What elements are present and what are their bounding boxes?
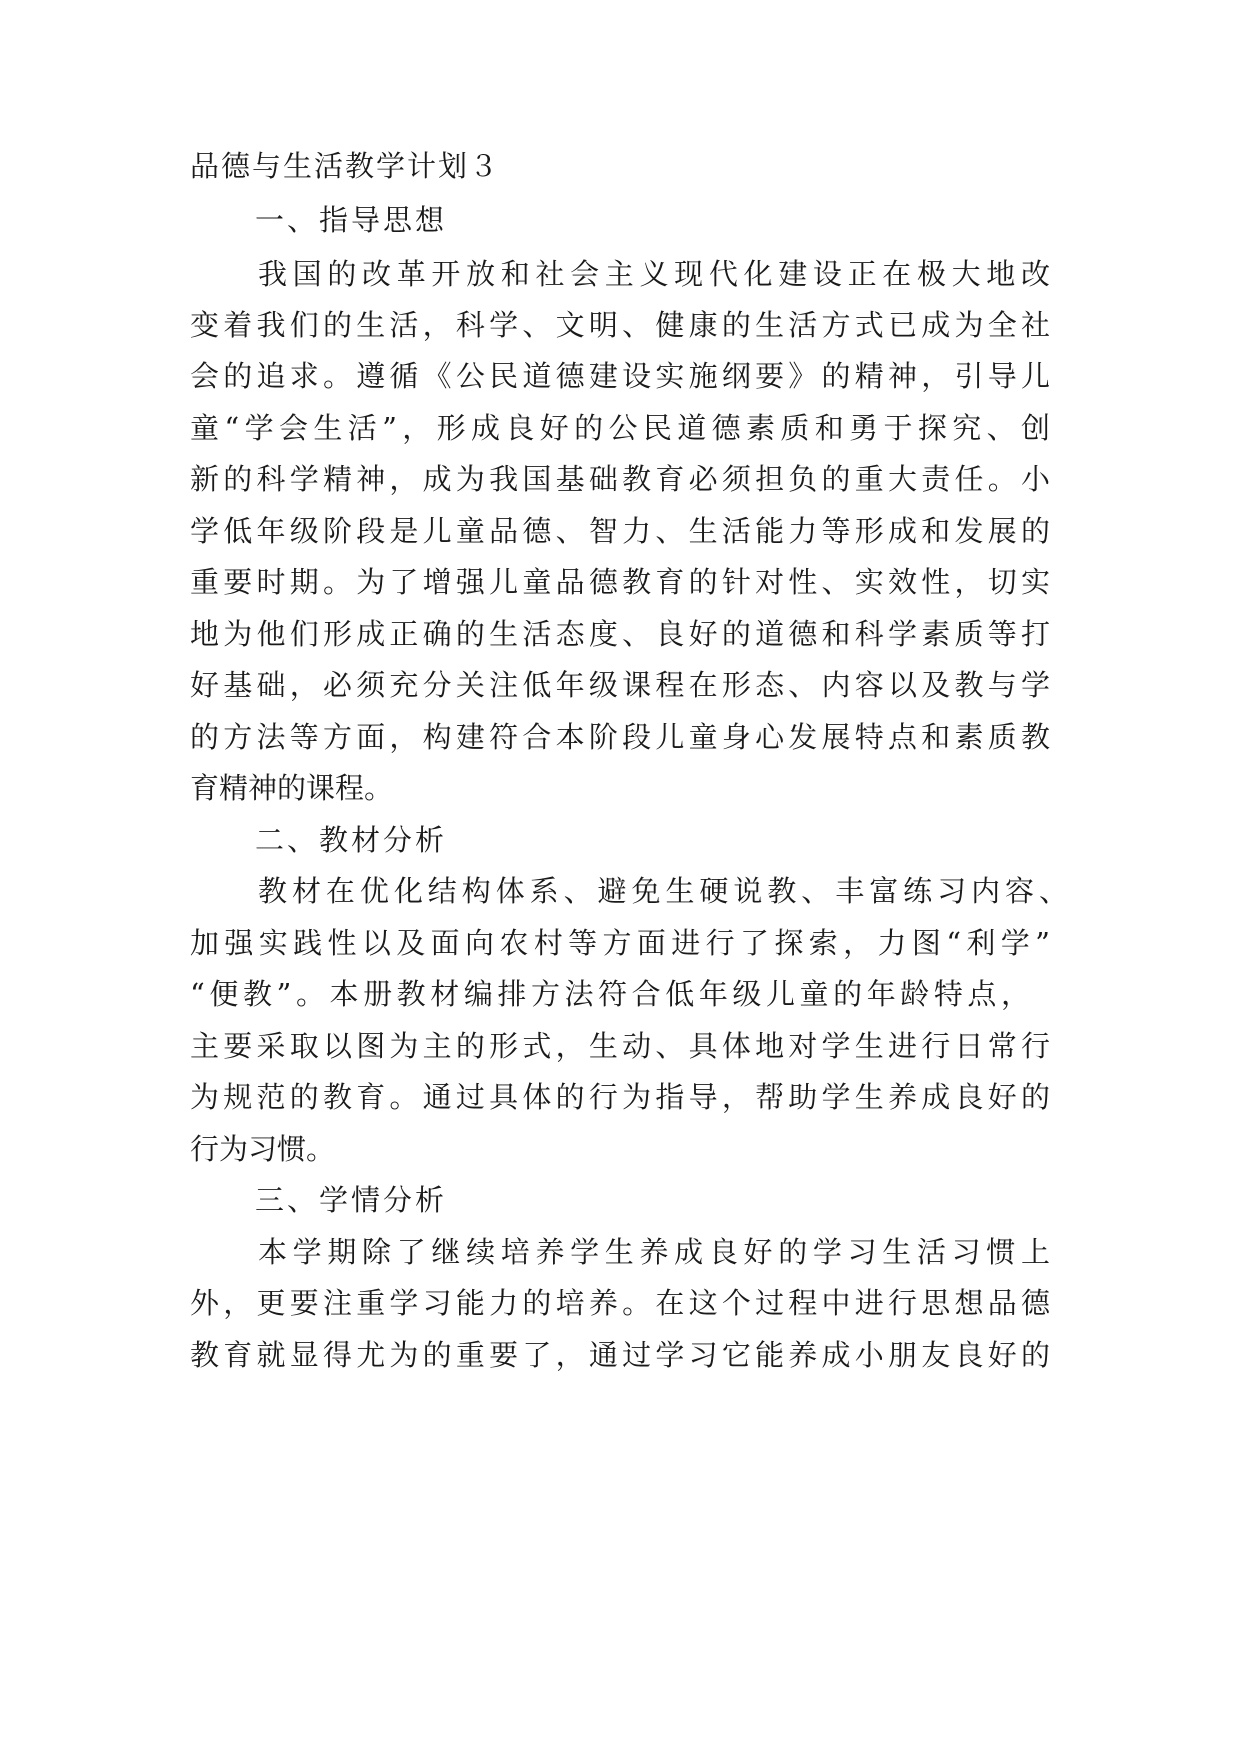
document-title: 品德与生活教学计划３ [190,149,501,183]
section-heading-textbook-analysis: 二、教材分析 [255,823,448,857]
paragraph-line: 学低年级阶段是儿童品德、智力、生活能力等形成和发展的 [190,514,1050,548]
section-heading-guiding-ideology: 一、指导思想 [255,203,448,237]
paragraph-line: 我国的改革开放和社会主义现代化建设正在极大地改 [258,257,1050,291]
paragraph-line: “便教”。本册教材编排方法符合低年级儿童的年龄特点， [190,977,1030,1011]
paragraph-line: 行为习惯。 [190,1132,336,1166]
paragraph-line: 教材在优化结构体系、避免生硬说教、丰富练习内容、 [258,874,1068,908]
paragraph-line: 会的追求。遵循《公民道德建设实施纲要》的精神，引导儿 [190,359,1050,393]
paragraph-line: 育精神的课程。 [190,771,394,805]
paragraph-line: 主要采取以图为主的形式，生动、具体地对学生进行日常行 [190,1029,1050,1063]
paragraph-line: 加强实践性以及面向农村等方面进行了探索，力图“利学” [190,926,1050,960]
paragraph-line: 的方法等方面，构建符合本阶段儿童身心发展特点和素质教 [190,720,1050,754]
paragraph-line: 地为他们形成正确的生活态度、良好的道德和科学素质等打 [190,617,1050,651]
paragraph-line: 为规范的教育。通过具体的行为指导，帮助学生养成良好的 [190,1080,1050,1114]
paragraph-line: 变着我们的生活，科学、文明、健康的生活方式已成为全社 [190,308,1050,342]
paragraph-line: 教育就显得尤为的重要了，通过学习它能养成小朋友良好的 [190,1338,1050,1372]
paragraph-line: 本学期除了继续培养学生养成良好的学习生活习惯上 [258,1235,1050,1269]
paragraph-line: 外，更要注重学习能力的培养。在这个过程中进行思想品德 [190,1286,1050,1320]
paragraph-line: 新的科学精神，成为我国基础教育必须担负的重大责任。小 [190,462,1050,496]
paragraph-line: 重要时期。为了增强儿童品德教育的针对性、实效性，切实 [190,565,1050,599]
section-heading-learner-analysis: 三、学情分析 [255,1183,448,1217]
paragraph-line: 童“学会生活”，形成良好的公民道德素质和勇于探究、创 [190,411,1050,445]
paragraph-line: 好基础，必须充分关注低年级课程在形态、内容以及教与学 [190,668,1050,702]
